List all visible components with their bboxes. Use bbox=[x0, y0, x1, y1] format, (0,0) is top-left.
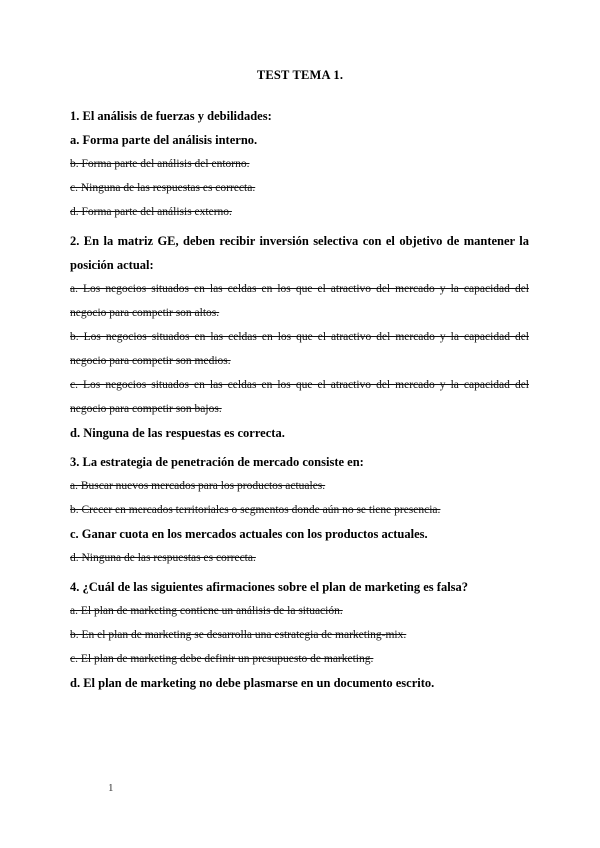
option-struck: b. Forma parte del análisis del entorno. bbox=[70, 158, 250, 170]
option-struck: a. Los negocios situados en las celdas en los que el atractivo del mercado y la capacidad del negocio para competir son altos. bbox=[70, 283, 529, 319]
option-struck: a. El plan de marketing contiene un análisis de la situación. bbox=[70, 605, 343, 617]
page-number: 1 bbox=[108, 782, 114, 794]
option-struck: b. Los negocios situados en las celdas en los que el atractivo del mercado y la capacidad del negocio para competir son medios. bbox=[70, 331, 529, 367]
document-body bbox=[70, 104, 529, 700]
option-struck: a. Buscar nuevos mercados para los productos actuales. bbox=[70, 480, 326, 492]
option-struck: b. Crecer en mercados territoriales o segmentos donde aún no se tiene presencia. bbox=[70, 504, 441, 516]
option-struck: c. Ninguna de las respuestas es correcta. bbox=[70, 182, 256, 194]
option-struck: c. Los negocios situados en las celdas en los que el atractivo del mercado y la capacidad del negocio para competir son bajos. bbox=[70, 379, 529, 415]
document-title: TEST TEMA 1. bbox=[256, 68, 344, 82]
question-stem: 4. ¿Cuál de las siguientes afirmaciones sobre el plan de marketing es falsa? bbox=[70, 580, 469, 594]
option-correct: c. Ganar cuota en los mercados actuales con los productos actuales. bbox=[70, 527, 428, 541]
question-1 bbox=[70, 104, 529, 224]
option-struck: d. Forma parte del análisis externo. bbox=[70, 206, 232, 218]
question-stem: 2. En la matriz GE, deben recibir inversión selectiva con el objetivo de mantener la posición actual: bbox=[70, 234, 529, 272]
option-struck: c. El plan de marketing debe definir un presupuesto de marketing. bbox=[70, 653, 374, 665]
option-correct: d. Ninguna de las respuestas es correcta. bbox=[70, 426, 285, 440]
option-struck: d. Ninguna de las respuestas es correcta. bbox=[70, 552, 256, 564]
question-stem: 3. La estrategia de penetración de mercado consiste en: bbox=[70, 455, 364, 469]
question-4 bbox=[70, 575, 529, 695]
question-stem: 1. El análisis de fuerzas y debilidades: bbox=[70, 109, 272, 123]
option-correct: a. Forma parte del análisis interno. bbox=[70, 133, 258, 147]
question-2 bbox=[70, 229, 529, 445]
option-correct: d. El plan de marketing no debe plasmarse en un documento escrito. bbox=[70, 676, 435, 690]
option-struck: b. En el plan de marketing se desarrolla una estrategia de marketing-mix. bbox=[70, 629, 407, 641]
question-3 bbox=[70, 450, 529, 570]
